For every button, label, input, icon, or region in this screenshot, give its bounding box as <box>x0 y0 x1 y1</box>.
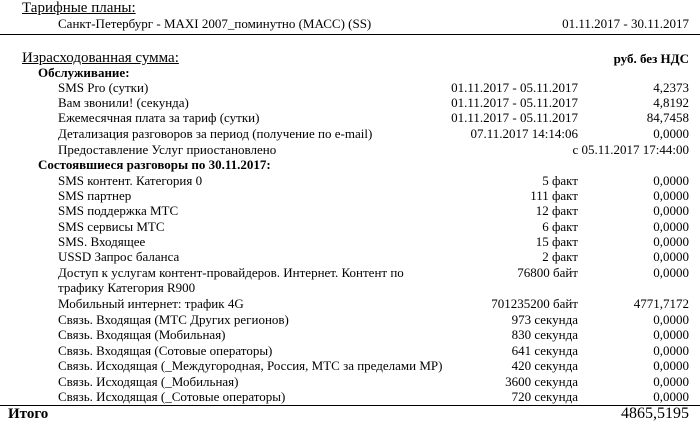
call-qty: 720 секунда <box>511 389 578 404</box>
call-name: SMS. Входящее <box>58 234 146 249</box>
suspended-since: с 05.11.2017 17:44:00 <box>572 142 689 157</box>
call-value: 0,0000 <box>653 234 689 249</box>
call-value: 0,0000 <box>653 312 689 327</box>
call-name: Связь. Входящая (Сотовые операторы) <box>58 343 273 358</box>
call-value: 0,0000 <box>653 389 689 404</box>
call-value: 0,0000 <box>653 173 689 188</box>
tariff-name: Санкт-Петербург - MAXI 2007_поминутно (МАСС) (SS) <box>58 16 372 31</box>
call-qty: 973 секунда <box>511 312 578 327</box>
call-name: SMS партнер <box>58 188 132 203</box>
tariff-period: 01.11.2017 - 30.11.2017 <box>562 16 689 31</box>
call-name: Доступ к услугам контент-провайдеров. Интернет. Контент по <box>58 265 404 280</box>
call-value: 0,0000 <box>653 265 689 280</box>
service-name: Вам звонили! (секунда) <box>58 95 189 110</box>
call-value: 0,0000 <box>653 374 689 389</box>
call-value: 0,0000 <box>653 203 689 218</box>
call-value: 0,0000 <box>653 188 689 203</box>
call-name: Связь. Исходящая (_Междугородная, Россия, МТС за пределами МР) <box>58 358 443 373</box>
call-name: Связь. Исходящая (_Мобильная) <box>58 374 239 389</box>
service-name: SMS Pro (сутки) <box>58 80 149 95</box>
call-name: SMS контент. Категория 0 <box>58 173 203 188</box>
service-period: 01.11.2017 - 05.11.2017 <box>451 110 578 125</box>
service-period: 01.11.2017 - 05.11.2017 <box>451 80 578 95</box>
call-value: 4771,7172 <box>633 296 689 311</box>
call-qty: 111 факт <box>530 188 578 203</box>
call-name: SMS поддержка МТС <box>58 203 179 218</box>
total-divider <box>0 405 700 406</box>
call-qty: 701235200 байт <box>491 296 578 311</box>
call-qty: 830 секунда <box>511 327 578 342</box>
call-name: USSD Запрос баланса <box>58 249 180 264</box>
call-value: 0,0000 <box>653 219 689 234</box>
call-value: 0,0000 <box>653 249 689 264</box>
divider <box>0 34 700 35</box>
call-value: 0,0000 <box>653 327 689 342</box>
call-qty: 3600 секунда <box>505 374 578 389</box>
call-name: Связь. Исходящая (_Сотовые операторы) <box>58 389 286 404</box>
call-name: SMS сервисы МТС <box>58 219 165 234</box>
spent-heading: Израсходованная сумма: <box>22 50 179 66</box>
call-qty: 76800 байт <box>517 265 578 280</box>
service-name: Ежемесячная плата за тариф (сутки) <box>58 110 260 125</box>
service-value: 4,8192 <box>653 95 689 110</box>
service-value: 0,0000 <box>653 126 689 141</box>
total-label: Итого <box>8 406 49 422</box>
service-value: 84,7458 <box>646 110 689 125</box>
total-value: 4865,5195 <box>621 405 689 422</box>
call-name: Связь. Входящая (Мобильная) <box>58 327 226 342</box>
tariff-heading: Тарифные планы: <box>22 0 136 16</box>
call-qty: 6 факт <box>542 219 578 234</box>
call-value: 0,0000 <box>653 358 689 373</box>
service-value: 4,2373 <box>653 80 689 95</box>
service-period: 07.11.2017 14:14:06 <box>470 126 578 141</box>
call-value: 0,0000 <box>653 343 689 358</box>
call-name: Связь. Входящая (МТС Других регионов) <box>58 312 289 327</box>
call-name-continuation: трафику Категория R900 <box>58 280 196 295</box>
currency-label: руб. без НДС <box>613 51 689 66</box>
call-qty: 420 секунда <box>511 358 578 373</box>
call-name: Мобильный интернет: трафик 4G <box>58 296 244 311</box>
call-qty: 12 факт <box>535 203 578 218</box>
calls-heading: Состоявшиеся разговоры по 30.11.2017: <box>38 157 271 172</box>
call-qty: 2 факт <box>542 249 578 264</box>
service-name: Детализация разговоров за период (получение по e-mail) <box>58 126 373 141</box>
call-qty: 641 секунда <box>511 343 578 358</box>
call-qty: 5 факт <box>542 173 578 188</box>
call-qty: 15 факт <box>535 234 578 249</box>
suspended-label: Предоставление Услуг приостановлено <box>58 142 277 157</box>
service-heading: Обслуживание: <box>38 65 130 80</box>
service-period: 01.11.2017 - 05.11.2017 <box>451 95 578 110</box>
